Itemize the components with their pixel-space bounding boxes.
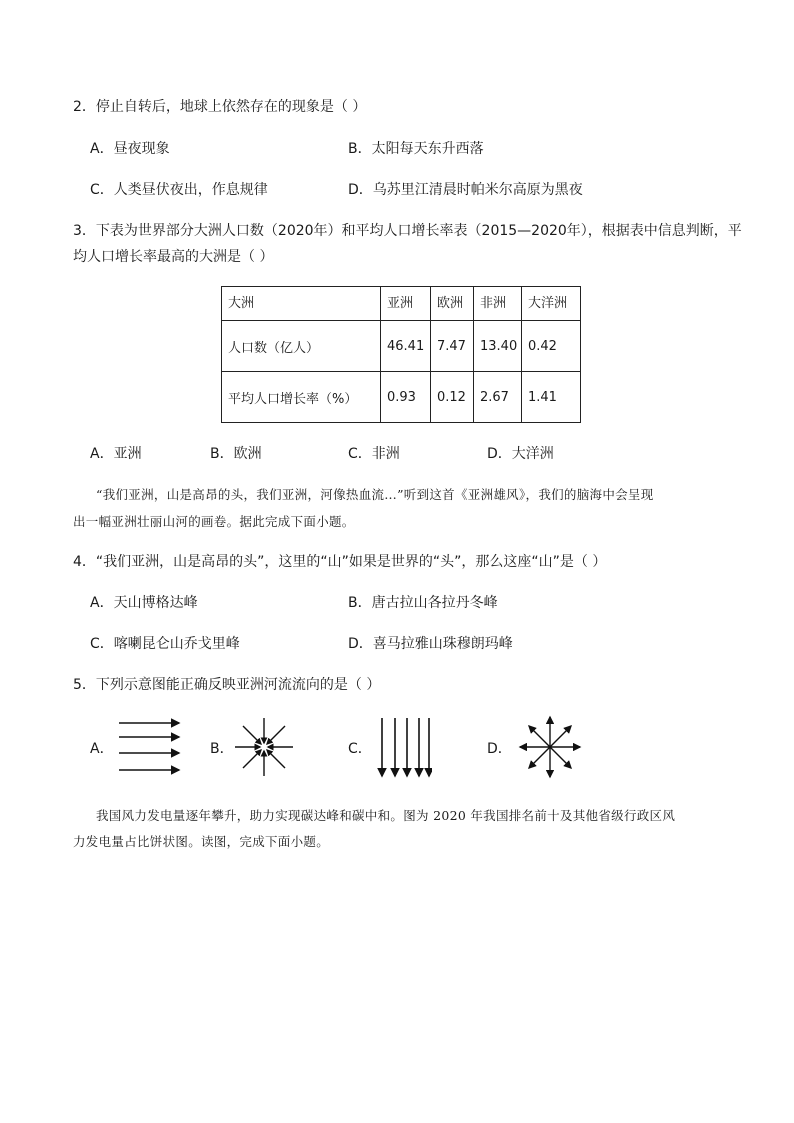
table-header-cell: 大洋洲 [522, 287, 581, 321]
table-header-cell: 大洲 [222, 287, 381, 321]
q3-option-b: B．欧洲 [210, 446, 262, 462]
table-header-row [222, 287, 581, 321]
q3-stem-line2: 均人口增长率最高的大洲是（ ） [73, 249, 274, 265]
q5-option-c-label: C． [348, 741, 372, 757]
table-cell: 7.47 [431, 321, 474, 372]
q5-option-b-label: B． [210, 741, 234, 757]
table-cell: 2.67 [474, 372, 522, 423]
q2-option-b: B．太阳每天东升西落 [348, 141, 484, 157]
q2-stem: 2．停止自转后，地球上依然存在的现象是（ ） [73, 99, 367, 115]
q2-option-c: C．人类昼伏夜出，作息规律 [90, 182, 268, 198]
passage1-line1: “我们亚洲，山是高昂的头，我们亚洲，河像热血流…”听到这首《亚洲雄风》，我们的脑海中会呈现 [96, 487, 654, 502]
passage2-line1: 我国风力发电量逐年攀升，助力实现碳达峰和碳中和。图为 2020 年我国排名前十及其他省级行政区风 [96, 808, 676, 823]
q3-option-c: C．非洲 [348, 446, 400, 462]
q3-stem-line1: 3．下表为世界部分大洲人口数（2020年）和平均人口增长率表（2015—2020年），根据表中信息判断，平 [73, 223, 742, 239]
q2-option-d: D．乌苏里江清晨时帕米尔高原为黑夜 [348, 182, 583, 198]
parallel-horizontal-arrows-diagram [117, 717, 183, 777]
passage2-line2: 力发电量占比饼状图。读图，完成下面小题。 [73, 834, 330, 849]
q4-option-a: A．天山博格达峰 [90, 595, 198, 611]
converging-arrows-diagram [233, 716, 295, 778]
table-header-cell: 欧洲 [431, 287, 474, 321]
table-cell: 0.12 [431, 372, 474, 423]
table-cell: 0.42 [522, 321, 581, 372]
radiating-arrows-diagram [517, 714, 583, 780]
q5-option-a-label: A． [90, 741, 114, 757]
table-row [222, 321, 581, 372]
q4-stem: 4．“我们亚洲，山是高昂的头”，这里的“山”如果是世界的“头”，那么这座“山”是（ ） [73, 554, 607, 570]
table-cell: 平均人口增长率（%） [222, 372, 381, 423]
q3-option-d: D．大洋洲 [487, 446, 554, 462]
table-cell: 1.41 [522, 372, 581, 423]
population-table [221, 286, 581, 423]
q4-option-d: D．喜马拉雅山珠穆朗玛峰 [348, 636, 513, 652]
q5-option-d-label: D． [487, 741, 512, 757]
table-cell: 人口数（亿人） [222, 321, 381, 372]
q5-stem: 5．下列示意图能正确反映亚洲河流流向的是（ ） [73, 677, 381, 693]
table-cell: 13.40 [474, 321, 522, 372]
parallel-downward-arrows-diagram [376, 716, 432, 780]
q2-option-a: A．昼夜现象 [90, 141, 170, 157]
table-header-cell: 亚洲 [381, 287, 431, 321]
q3-option-a: A．亚洲 [90, 446, 142, 462]
q4-option-c: C．喀喇昆仑山乔戈里峰 [90, 636, 240, 652]
table-cell: 46.41 [381, 321, 431, 372]
table-header-cell: 非洲 [474, 287, 522, 321]
q4-option-b: B．唐古拉山各拉丹冬峰 [348, 595, 498, 611]
table-row [222, 372, 581, 423]
passage1-line2: 出一幅亚洲壮丽山河的画卷。据此完成下面小题。 [73, 514, 355, 529]
table-cell: 0.93 [381, 372, 431, 423]
